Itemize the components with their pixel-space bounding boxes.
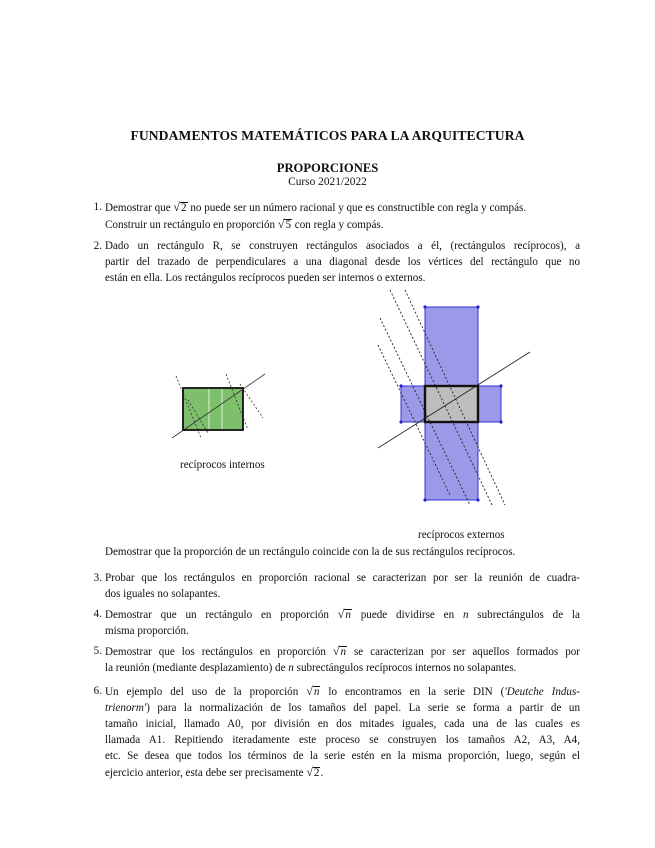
- conclusion-text: Demostrar que la proporción de un rectángulo coincide con la de sus rectángulos recíprocos.: [105, 546, 516, 558]
- exercise-2-line-1: Dado un rectángulo R, se construyen rectángulos asociados a él, (rectángulos recíprocos), a: [105, 240, 580, 252]
- radicand: n: [340, 646, 347, 658]
- exercise-6-line-3: tamaño inicial, llamado A0, por división en dos mitades iguales, cada una de las cuales es: [105, 718, 580, 730]
- exercise-5: [88, 643, 580, 676]
- vertex-point: [476, 498, 479, 501]
- text: Demostrar que: [105, 202, 171, 214]
- exercise-6-line-4: llamada A1. Repitiendo iteradamente este proceso se construyen los tamaños A2, A3, A4,: [105, 734, 580, 746]
- text: .: [320, 767, 324, 779]
- document-title: FUNDAMENTOS MATEMÁTICOS PARA LA ARQUITECTURA: [130, 128, 525, 143]
- text: ) para la normalización de los tamaños del papel. La serie se forma a partir de un: [146, 702, 580, 714]
- variable: n: [288, 662, 294, 674]
- course-year: Curso 2021/2022: [288, 176, 367, 188]
- exercise-4-line-1: [105, 606, 580, 623]
- exercise-5-line-2: [105, 660, 580, 676]
- exercise-number: 4.: [93, 608, 102, 620]
- radicand: 5: [285, 219, 291, 231]
- sqrt-symbol: √n: [306, 684, 320, 698]
- radicand: n: [345, 609, 351, 621]
- text: se caracterizan por ser aquellos formados por: [353, 646, 580, 658]
- radicand: n: [313, 686, 320, 698]
- text: Construir un rectángulo en proporción: [105, 219, 276, 231]
- text: lo encontramos en la serie DIN (: [328, 686, 505, 698]
- vertex-point: [399, 420, 402, 423]
- exercise-number: 3.: [93, 572, 102, 584]
- exercise-3-line-2: dos iguales no solapantes.: [105, 588, 221, 600]
- text: con regla y compás.: [294, 219, 384, 231]
- internal-label: recíprocos internos: [180, 459, 265, 471]
- sqrt-symbol: √n: [337, 607, 351, 621]
- gray-rectangle: [425, 386, 478, 422]
- exercise-2-line-3: están en ella. Los rectángulos recíprocos pueden ser internos o externos.: [105, 272, 426, 284]
- variable: n: [462, 609, 469, 621]
- exercise-number: 5.: [93, 645, 102, 657]
- text: subrectángulos recíprocos internos no solapantes.: [296, 662, 517, 674]
- exercise-4-line-2: misma proporción.: [105, 625, 189, 637]
- radicand: 2: [313, 767, 320, 779]
- text: subrectángulos de la: [477, 609, 580, 621]
- vertex-point: [476, 305, 479, 308]
- sqrt-symbol: √2: [306, 765, 320, 779]
- exercise-4: [88, 606, 580, 639]
- radicand: 2: [181, 202, 187, 214]
- exercise-number: 6.: [93, 685, 102, 697]
- text: Un ejemplo del uso de la proporción: [105, 686, 299, 698]
- exercise-number: 1.: [93, 201, 102, 213]
- text: ejercicio anterior, esta debe ser precisamente: [105, 767, 304, 779]
- sqrt-symbol: √n: [332, 644, 347, 658]
- exercise-2-conclusion: [88, 544, 580, 560]
- external-label: recíprocos externos: [418, 529, 505, 541]
- text: Demostrar que un rectángulo en proporción: [105, 609, 329, 621]
- exercise-6-line-2: [105, 700, 580, 716]
- exercise-6-line-5: etc. Se desea que todos los términos de la serie estén en la misma proporción, luego, según el: [105, 750, 580, 762]
- sqrt-symbol: √2: [173, 200, 187, 214]
- vertex-point: [423, 305, 426, 308]
- italic-text: 'Deutche Indus-: [504, 686, 580, 698]
- vertex-point: [423, 498, 426, 501]
- exercise-3-line-1: Probar que los rectángulos en proporción racional se caracterizan por ser la reunión de cuadra-: [105, 572, 580, 584]
- text: Demostrar que los rectángulos en proporción: [105, 646, 326, 658]
- exercise-number: 2.: [93, 240, 102, 252]
- italic-text: trienorm': [105, 702, 147, 714]
- section-title: PROPORCIONES: [276, 161, 379, 175]
- exercise-6-line-1: [105, 683, 580, 700]
- sqrt-symbol: √5: [277, 217, 291, 231]
- exercise-6: [88, 683, 580, 781]
- text: la reunión (mediante desplazamiento) de: [105, 662, 286, 674]
- exercise-5-line-1: [105, 643, 580, 660]
- exercise-3: [88, 570, 580, 602]
- vertex-point: [399, 384, 402, 387]
- vertex-point: [499, 384, 502, 387]
- exercise-6-line-6: [105, 764, 580, 781]
- text: puede dividirse en: [360, 609, 455, 621]
- text: no puede ser un número racional y que es constructible con regla y compás.: [190, 202, 527, 214]
- vertex-point: [499, 420, 502, 423]
- exercise-2-line-2: partir del trazado de perpendiculares a una diagonal desde los vértices del rectángulo que no: [105, 256, 580, 268]
